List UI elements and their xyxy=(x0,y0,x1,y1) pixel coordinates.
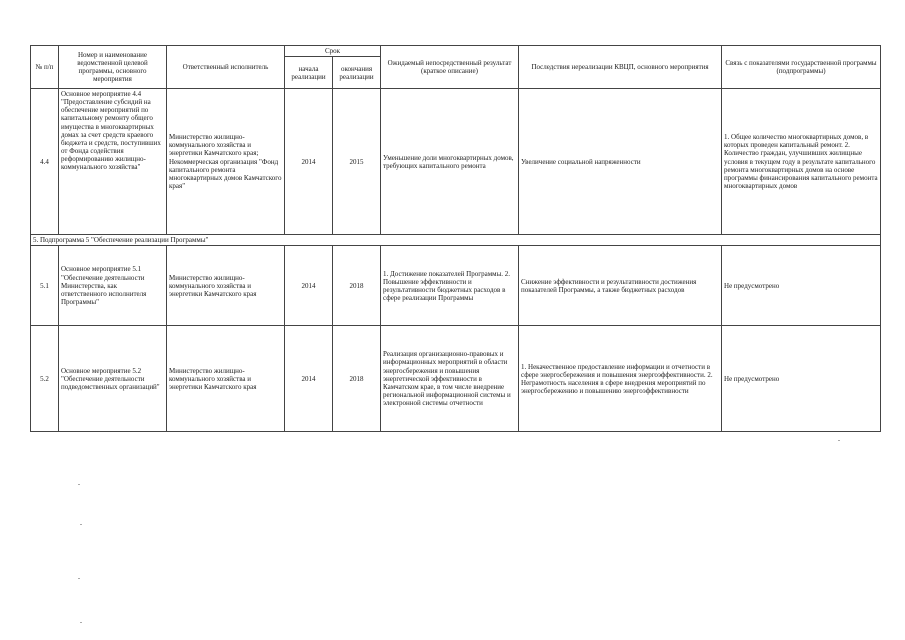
row-start: 2014 xyxy=(285,326,333,432)
header-result: Ожидаемый непосредственный результат (краткое описание) xyxy=(381,46,519,89)
table-row xyxy=(31,89,881,235)
row-end: 2015 xyxy=(333,89,381,235)
row-start: 2014 xyxy=(285,246,333,326)
row-executor: Министерство жилищно-коммунального хозяйства и энергетики Камчатского края; Некоммерческая организация "Фонд капитального ремонта многоквартирных домов Камчатского края" xyxy=(167,89,285,235)
header-name: Номер и наименование ведомственной целевой программы, основного мероприятия xyxy=(59,46,167,89)
row-consequences: Увеличение социальной напряженности xyxy=(519,89,722,235)
row-executor: Министерство жилищно-коммунального хозяйства и энергетики Камчатского края xyxy=(167,326,285,432)
row-result: Реализация организационно-правовых и информационных мероприятий в области энергосбережения и повышения энергетической эффективности в Камчатском крае, в том числе внедрение региональной информационной системы и электронной системы отчетности xyxy=(381,326,519,432)
row-end: 2018 xyxy=(333,326,381,432)
row-end: 2018 xyxy=(333,246,381,326)
row-name: Основное мероприятие 5.2 "Обеспечение деятельности подведомственных организаций" xyxy=(59,326,167,432)
table-row xyxy=(31,246,881,326)
row-name: Основное мероприятие 5.1 "Обеспечение деятельности Министерства, как ответственного исполнителя Программы" xyxy=(59,246,167,326)
row-consequences: Снижение эффективности и результативности достижения показателей Программы, а также бюджетных расходов xyxy=(519,246,722,326)
program-activities-table xyxy=(30,45,881,432)
row-start: 2014 xyxy=(285,89,333,235)
section-row xyxy=(31,235,881,246)
scan-speck xyxy=(80,622,82,623)
row-num: 5.1 xyxy=(31,246,59,326)
scan-speck xyxy=(838,440,840,441)
header-end: окончания реализации xyxy=(333,57,381,89)
row-num: 4.4 xyxy=(31,89,59,235)
row-num: 5.2 xyxy=(31,326,59,432)
row-result: 1. Достижение показателей Программы. 2. Повышение эффективности и результативности бюджетных расходов в сфере реализации Программы xyxy=(381,246,519,326)
row-consequences: 1. Некачественное предоставление информации и отчетности в сфере энергосбережения и повышения энергоэффективности. 2. Неграмотность населения в сфере внедрения мероприятий по энергосбережению и повышению энергоэффективности xyxy=(519,326,722,432)
row-result: Уменьшение доли многоквартирных домов, требующих капитального ремонта xyxy=(381,89,519,235)
row-link: 1. Общее количество многоквартирных домов, в которых проведен капитальный ремонт. 2. Количество граждан, улучшивших жилищные условия в текущем году в результате капитального ремонта многоквартирных домов на основе программы финансирования капитального ремонта многоквартирных домов xyxy=(722,89,881,235)
row-executor: Министерство жилищно-коммунального хозяйства и энергетики Камчатского края xyxy=(167,246,285,326)
header-link: Связь с показателями государственной программы (подпрограммы) xyxy=(722,46,881,89)
table-row xyxy=(31,326,881,432)
row-link: Не предусмотрено xyxy=(722,246,881,326)
row-link: Не предусмотрено xyxy=(722,326,881,432)
header-executor: Ответственный исполнитель xyxy=(167,46,285,89)
row-name: Основное мероприятие 4.4 "Предоставление субсидий на обеспечение мероприятий по капитальному ремонту общего имущества в многоквартирных домах за счет средств краевого бюджета и средств, поступивших от Фонда содействия реформированию жилищно-коммунального хозяйства" xyxy=(59,89,167,235)
header-term: Срок xyxy=(285,46,381,57)
header-consequences: Последствия нереализации КВЦП, основного мероприятия xyxy=(519,46,722,89)
scan-speck xyxy=(80,524,82,525)
section-title: 5. Подпрограмма 5 "Обеспечение реализации Программы" xyxy=(31,235,881,246)
header-num: № п/п xyxy=(31,46,59,89)
scan-speck xyxy=(78,578,80,579)
header-start: начала реализации xyxy=(285,57,333,89)
scan-speck xyxy=(78,484,80,485)
